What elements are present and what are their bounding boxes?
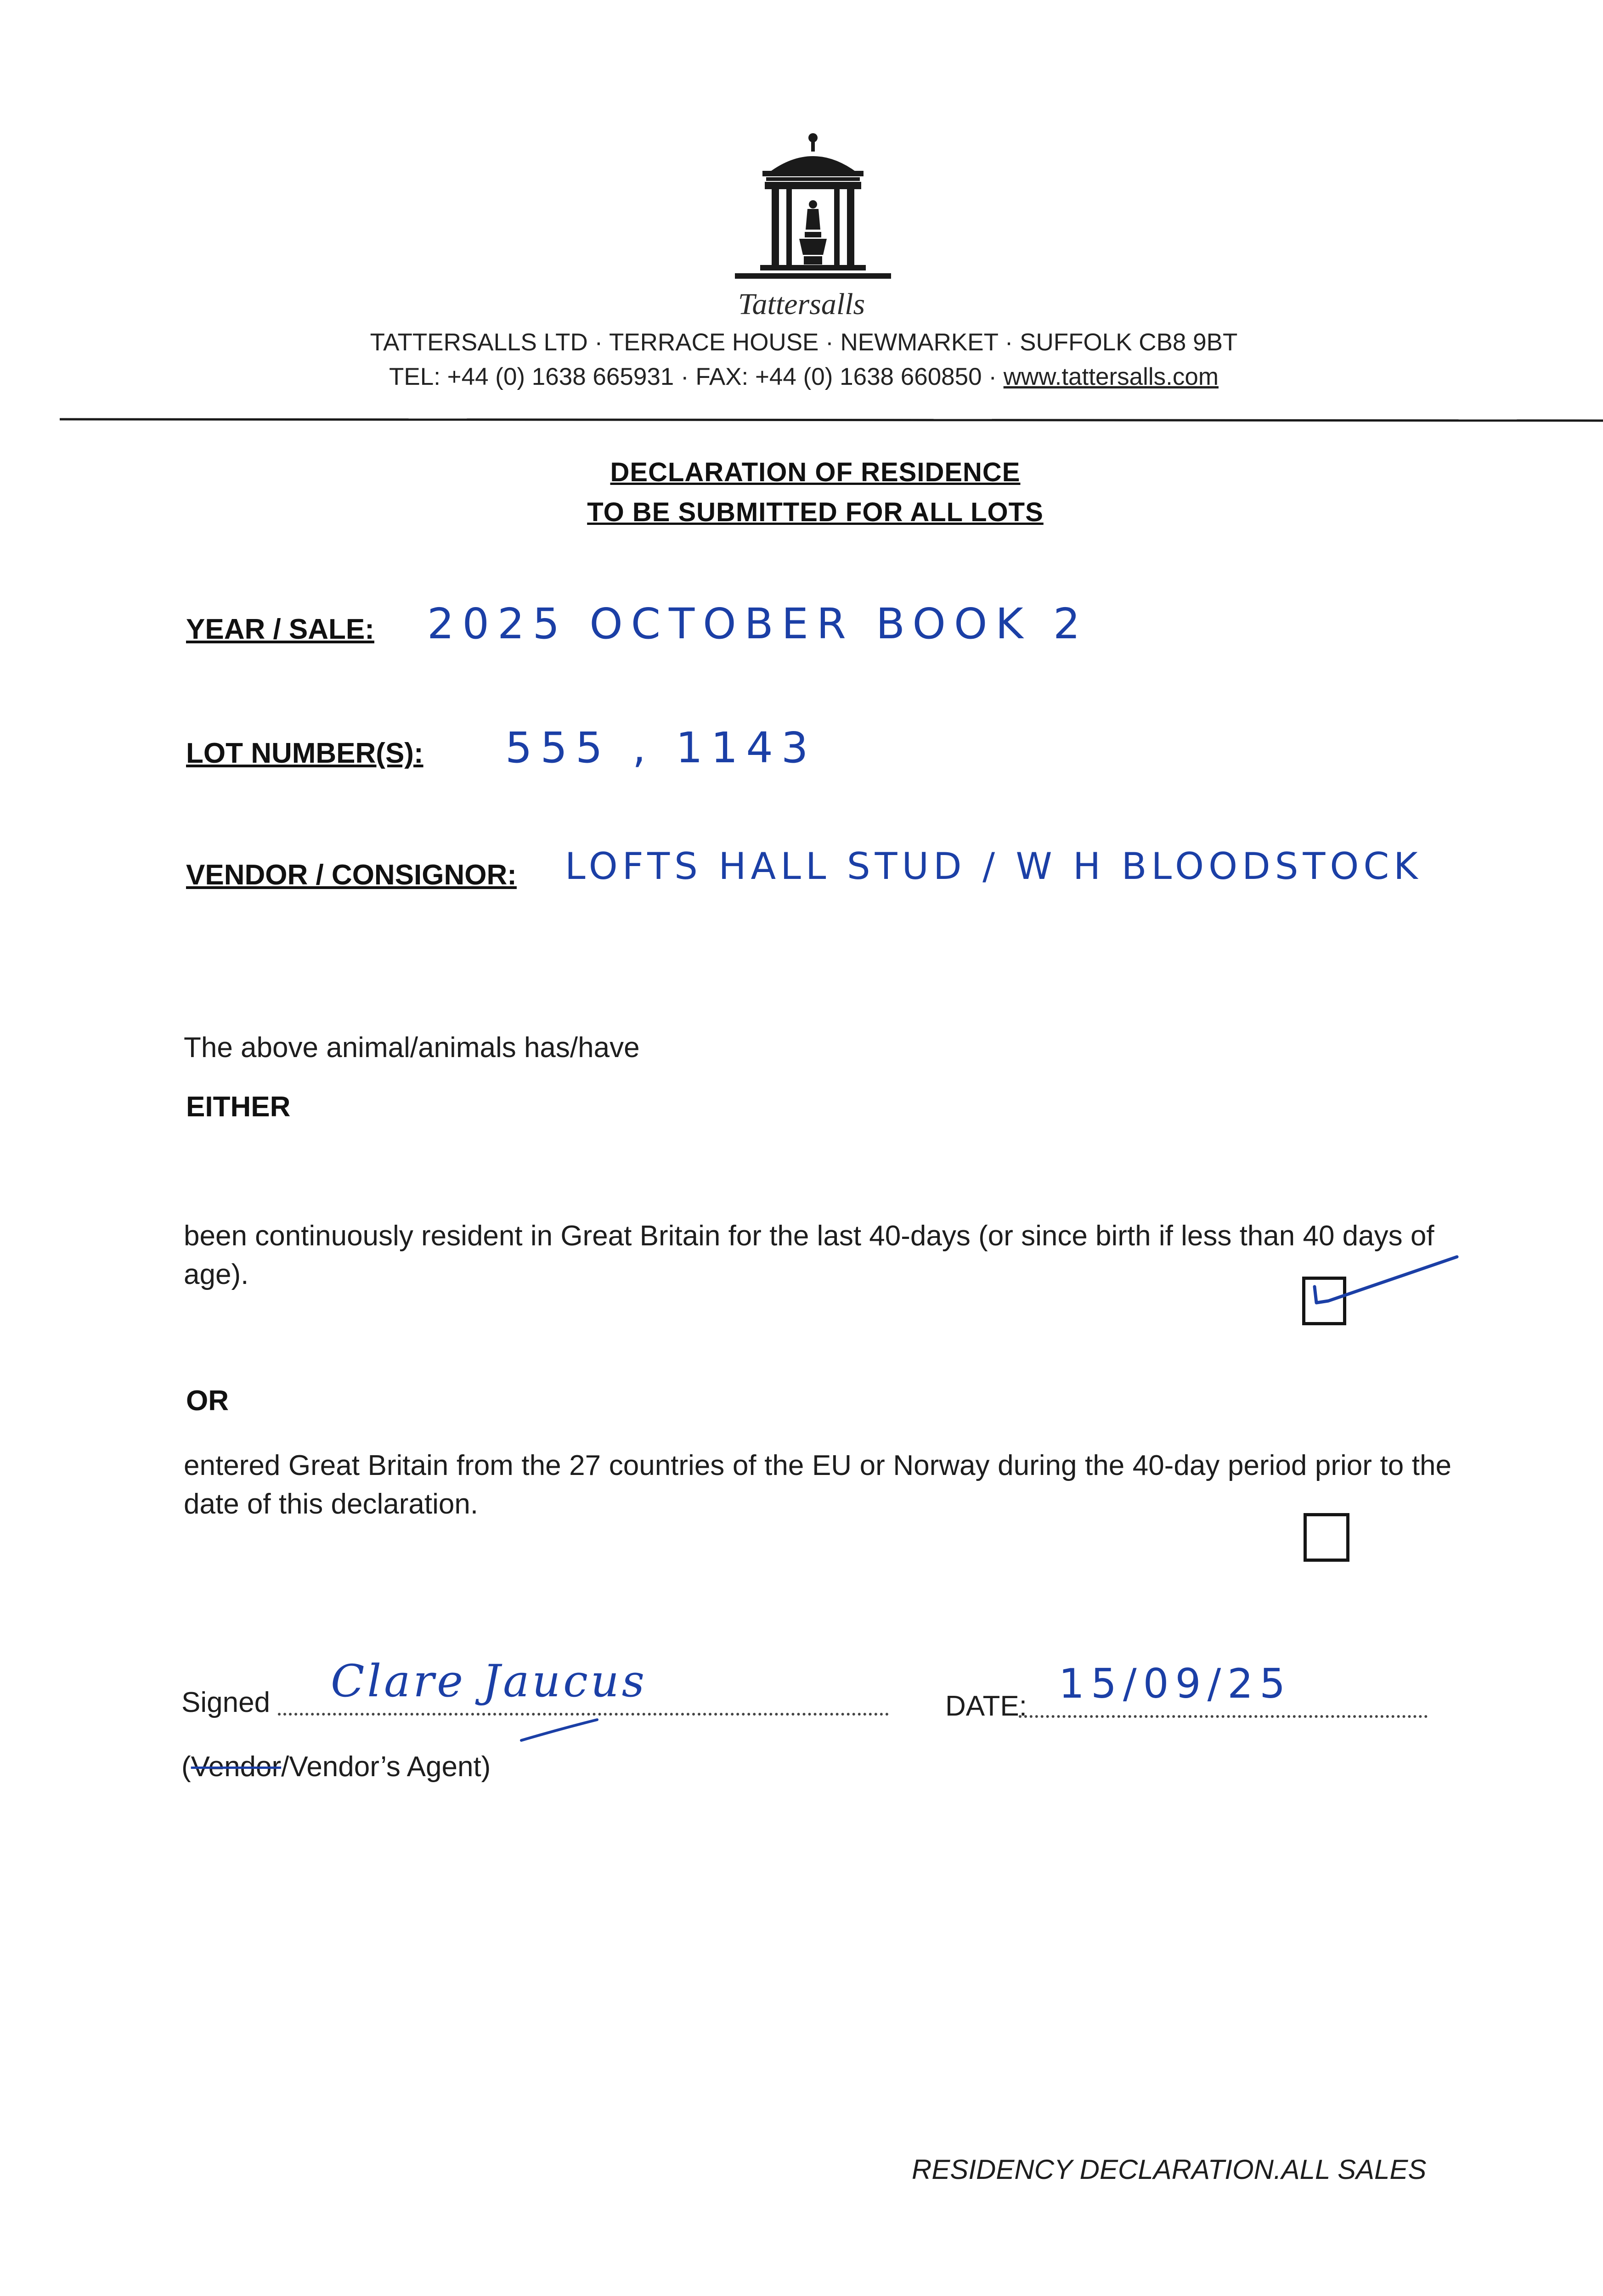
role-struck-vendor: Vendor bbox=[191, 1751, 282, 1783]
signed-label: Signed bbox=[181, 1687, 271, 1718]
footer-text: RESIDENCY DECLARATION.ALL SALES bbox=[912, 2154, 1427, 2185]
date-label: DATE: bbox=[945, 1690, 1027, 1722]
lot-numbers-label: LOT NUMBER(S): bbox=[186, 737, 423, 769]
vendor-consignor-value[interactable]: LOFTS HALL STUD / W H BLOODSTOCK bbox=[565, 845, 1422, 888]
vendor-consignor-label: VENDOR / CONSIGNOR: bbox=[186, 859, 517, 891]
website-link[interactable]: www.tattersalls.com bbox=[1003, 363, 1219, 390]
signature[interactable]: Clare Jaucus bbox=[331, 1655, 648, 1707]
date-dotted-line bbox=[1019, 1715, 1428, 1718]
intro-text: The above animal/animals has/have bbox=[184, 1032, 640, 1064]
tattersalls-dome-logo-icon bbox=[726, 129, 900, 289]
header-divider bbox=[60, 418, 1603, 422]
signer-role: (Vendor/Vendor’s Agent) bbox=[181, 1751, 491, 1783]
date-value[interactable]: 15/09/25 bbox=[1059, 1660, 1292, 1707]
brand-name: Tattersalls bbox=[738, 287, 865, 321]
lot-numbers-value[interactable]: 555 , 1143 bbox=[505, 723, 817, 772]
signature-flourish-icon bbox=[519, 1717, 602, 1745]
option-1-text: been continuously resident in Great Britain for the last 40-days (or since birth if less than 40 days of age). bbox=[184, 1220, 1434, 1290]
company-address: TATTERSALLS LTD · TERRACE HOUSE · NEWMARKET · SUFFOLK CB8 9BT bbox=[370, 329, 1238, 356]
either-label: EITHER bbox=[186, 1091, 291, 1123]
form-title-line-1: DECLARATION OF RESIDENCE bbox=[610, 457, 1021, 487]
form-title-line-2: TO BE SUBMITTED FOR ALL LOTS bbox=[587, 497, 1044, 527]
year-sale-value[interactable]: 2025 OCTOBER BOOK 2 bbox=[427, 599, 1089, 648]
option-2-text: entered Great Britain from the 27 countries of the EU or Norway during the 40-day period prior to the date of this declaration. bbox=[184, 1450, 1451, 1520]
phone-fax: TEL: +44 (0) 1638 665931 · FAX: +44 (0) 1638 660850 · bbox=[389, 363, 1004, 390]
check-mark-icon bbox=[1310, 1252, 1503, 1326]
tattersalls-logo bbox=[726, 129, 900, 289]
contact-line bbox=[299, 363, 1309, 391]
option-1-checkbox[interactable] bbox=[1302, 1277, 1346, 1325]
option-2-checkbox[interactable] bbox=[1304, 1513, 1349, 1562]
signature-dotted-line bbox=[278, 1713, 889, 1716]
year-sale-label: YEAR / SALE: bbox=[186, 613, 374, 645]
or-label: OR bbox=[186, 1385, 229, 1417]
